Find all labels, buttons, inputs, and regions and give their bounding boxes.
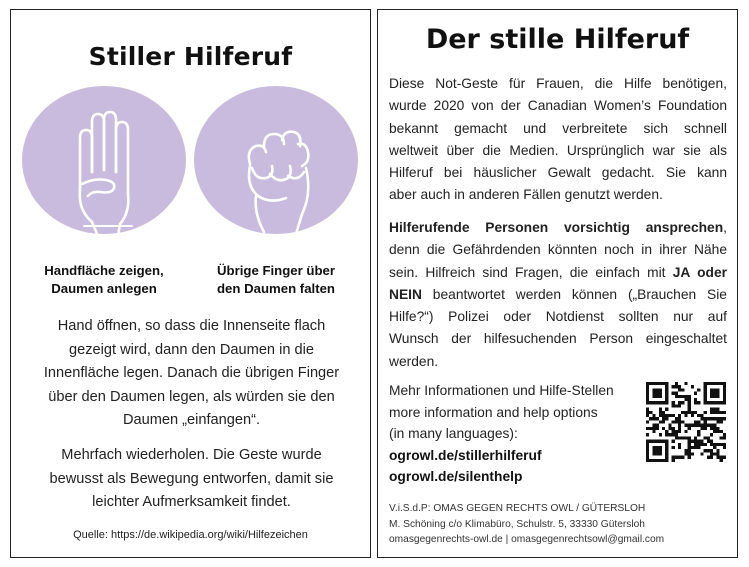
step2-caption: Übrige Finger über den Daumen falten xyxy=(217,263,335,296)
info-card xyxy=(377,9,738,558)
instruction-paragraph: Hand öffnen, so dass die Innenseite flach gezeigt wird, dann den Daumen in die Innenfläche legen. Danach die übrigen Finger über den Daumen legen, als würden sie den Daumen „einfangen“. xyxy=(43,318,340,429)
link-silenthelp[interactable]: ogrowl.de/silenthelp xyxy=(389,469,523,484)
card-title: Stiller Hilferuf xyxy=(88,42,293,71)
repeat-paragraph: Mehrfach wiederholen. Die Geste wurde bewusst als Bewegung entworfen, damit sie leichter Aufmerksamkeit findet. xyxy=(49,447,334,511)
imprint: V.i.S.d.P: OMAS GEGEN RECHTS OWL / GÜTERSLOH M. Schöning c/o Klimabüro, Schulstr. 5, 33330 Gütersloh omasgegenrechts-owl.de | omasgegenrechtsowl@gmail.com xyxy=(389,503,665,546)
open-palm-thumb-tucked-icon xyxy=(22,86,186,234)
step1-caption: Handfläche zeigen, Daumen anlegen xyxy=(44,263,164,296)
source-citation: Quelle: https://de.wikipedia.org/wiki/Hilfezeichen xyxy=(73,529,308,541)
qr-code-icon[interactable] xyxy=(646,382,726,462)
fist-fingers-folded-icon xyxy=(194,86,358,234)
instruction-card xyxy=(10,9,371,558)
card-title: Der stille Hilferuf xyxy=(425,24,690,55)
more-info-block: Mehr Informationen und Hilfe-Stellen more information and help options (in many languages): ogrowl.de/stillerhilferuf ogrowl.de/silenthelp xyxy=(389,380,639,488)
advice-paragraph: Hilferufende Personen vorsichtig ansprechen, denn die Gefährdenden könnten noch in ihrer Nähe sein. Hilfreich sind Fragen, die einfach mit JA oder NEIN beantwortet werden können („Brauchen Sie Hilfe?“) Polizei oder Notdienst sollten nur auf Wunsch der hilfesuchenden Person eingeschaltet werden. xyxy=(389,220,727,369)
link-stillerhilferuf[interactable]: ogrowl.de/stillerhilferuf xyxy=(389,447,542,463)
background-paragraph: Diese Not-Geste für Frauen, die Hilfe benötigen, wurde 2020 von der Canadian Women’s Foundation bekannt gemacht und verbreitete sich schnell weltweit über die Medien. Ursprünglich war sie als Hilferuf bei häuslicher Gewalt gedacht. Sie kann aber auch in anderen Fällen genutzt werden. xyxy=(389,76,727,203)
